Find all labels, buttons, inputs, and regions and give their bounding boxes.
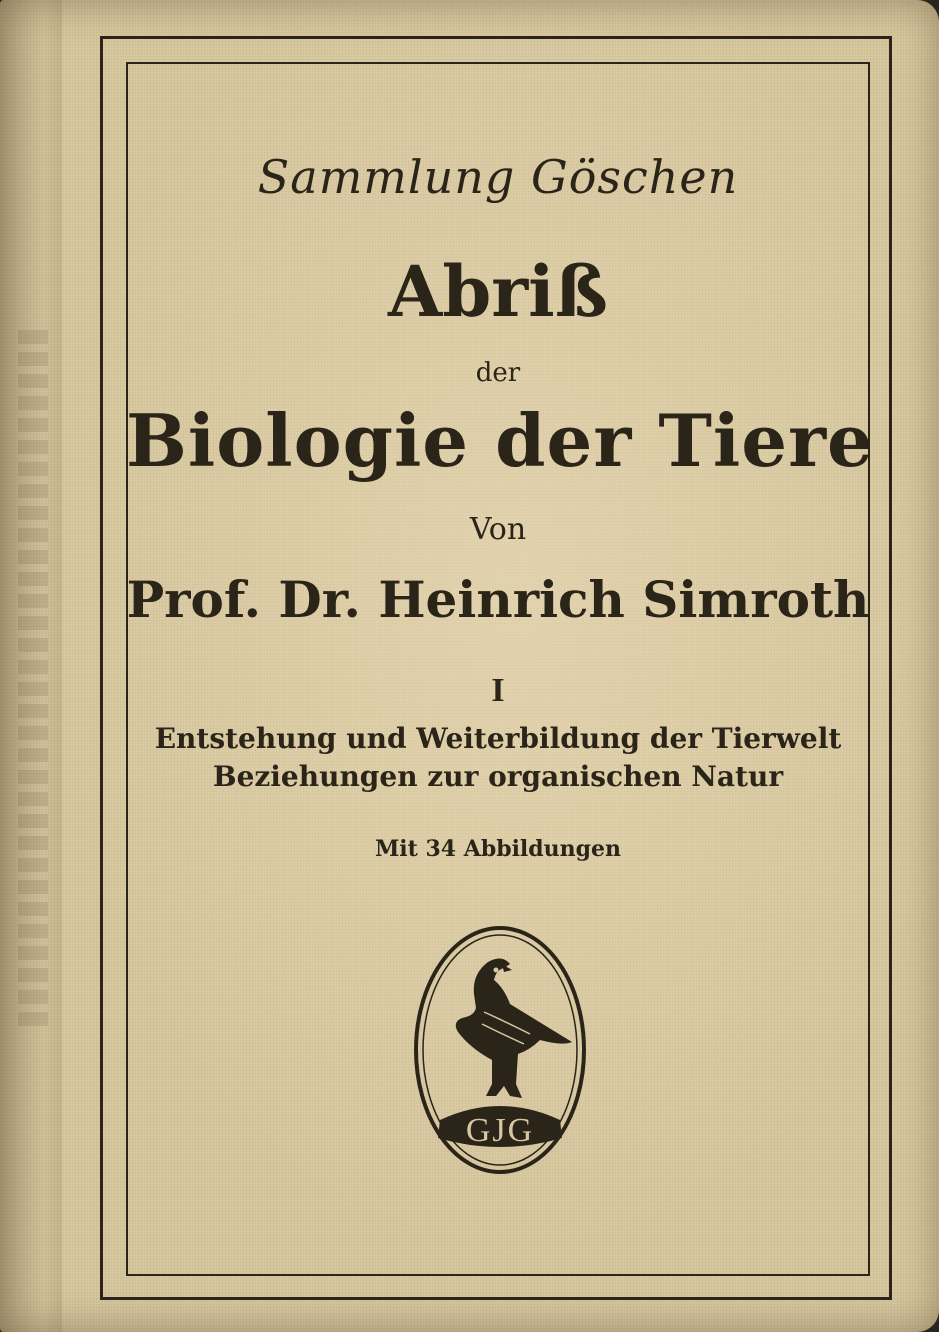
series-name: Sammlung Göschen [257, 150, 739, 204]
subtitle-line-2: Beziehungen zur organischen Natur [212, 760, 784, 793]
author-name: Prof. Dr. Heinrich Simroth [126, 570, 870, 629]
subtitle-line-1: Entstehung und Weiterbildung der Tierwelt [154, 722, 842, 755]
illustrations-note: Mit 34 Abbildungen [374, 836, 622, 862]
title-line-1: Abriß [388, 250, 608, 333]
publisher-monogram: GJG [465, 1112, 535, 1149]
volume-number: I [491, 672, 505, 709]
spine-lettering [18, 330, 48, 1030]
by-label: Von [469, 512, 527, 547]
title-connector: der [475, 358, 521, 388]
title-line-2: Biologie der Tiere [126, 398, 874, 483]
